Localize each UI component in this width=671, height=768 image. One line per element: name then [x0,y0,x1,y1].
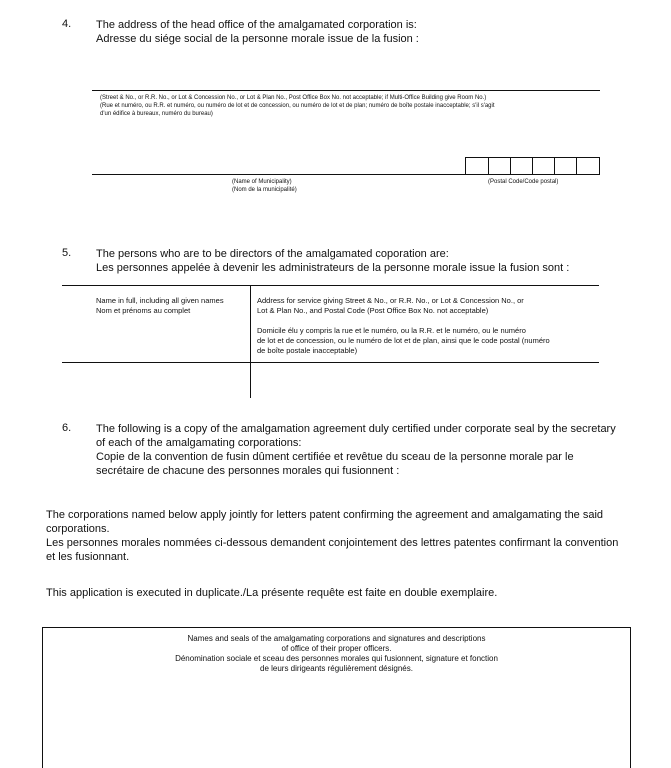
section-6-text-en-2: of each of the amalgamating corporations: [96,437,302,449]
director-address-cell[interactable] [252,363,598,397]
apply-statement-en-2: corporations. [46,523,110,535]
address-note-fr-2: d'un édifice à bureaux, numéro du bureau) [100,111,213,117]
apply-statement-en-1: The corporations named below apply jointly for letters patent confirming the agreement and amalgamating the said [46,509,604,521]
postal-code-divider [554,158,555,175]
address-note-fr-1: (Rue et numéro, ou R.R. et numéro, ou numéro de lot et de concession, ou numéro de lot et de plan; numéro de boîte postale inacceptable; s'il s'agit [100,103,495,109]
section-5-heading-fr: Les personnes appelée à devenir les administrateurs de la personne morale issue la fusion sont : [96,262,570,274]
directors-col-name-en: Name in full, including all given names [96,296,224,305]
duplicate-statement: This application is executed in duplicate./La présente requête est faite en double exemplaire. [46,587,498,599]
section-4-number: 4. [62,18,72,30]
section-6-text-fr-2: secrétaire de chacune des personnes morales qui fusionnent : [96,465,400,477]
section-6-text-en-1: The following is a copy of the amalgamation agreement duly certified under corporate seal by the secretary [96,423,616,435]
address-note-en: (Street & No., or R.R. No., or Lot & Concession No., or Lot & Plan No., Post Office Box No. not acceptable; if Multi-Office Building give Room No.) [100,95,487,101]
directors-col-address-en-2: Lot & Plan No., and Postal Code (Post Office Box No. not acceptable) [257,306,489,315]
signature-box-text-fr-2: de leurs dirigeants régulièrement désignés. [260,664,413,673]
section-4-heading-en: The address of the head office of the amalgamated corporation is: [96,19,417,31]
section-5-number: 5. [62,247,72,259]
director-name-cell[interactable] [63,363,249,397]
signature-box-text-en-1: Names and seals of the amalgamating corporations and signatures and descriptions [187,634,486,643]
municipality-label-fr: (Nom de la municipalité) [232,187,297,193]
section-4-heading-fr: Adresse du siége social de la personne morale issue de la fusion : [96,33,419,45]
postal-code-divider [576,158,577,175]
directors-col-name-fr: Nom et prénoms au complet [96,306,191,315]
directors-table-top-border [62,285,599,286]
section-6-number: 6. [62,422,72,434]
signature-box-text-fr-1: Dénomination sociale et sceau des personnes morales qui fusionnent, signature et fonction [175,654,498,663]
head-office-address-line[interactable] [92,90,600,91]
section-6-text-fr-1: Copie de la convention de fusin dûment certifiée et revêtue du sceau de la personne morale par le [96,451,574,463]
signature-box[interactable] [42,627,631,768]
apply-statement-fr-2: et les fusionnant. [46,551,130,563]
signature-box-text-en-2: of office of their proper officers. [281,644,392,653]
directors-col-address-fr-2: de lot et de concession, ou le numéro de lot et de plan, ainsi que le code postal (numéro [257,336,550,345]
directors-col-address-fr-1: Domicile élu y compris la rue et le numéro, ou la R.R. et le numéro, ou le numéro [257,326,526,335]
postal-code-divider [488,158,489,175]
directors-table-column-divider [250,285,251,398]
postal-code-boxes[interactable] [465,157,600,175]
section-5-heading-en: The persons who are to be directors of the amalgamated coporation are: [96,248,449,260]
directors-col-address-en-1: Address for service giving Street & No., or R.R. No., or Lot & Concession No., or [257,296,524,305]
postal-code-divider [532,158,533,175]
postal-code-label: (Postal Code/Code postal) [488,179,559,185]
apply-statement-fr-1: Les personnes morales nommées ci-dessous demandent conjointement des lettres patentes confirmant la convention [46,537,619,549]
municipality-label-en: (Name of Municipality) [232,179,292,185]
postal-code-divider [510,158,511,175]
directors-col-address-fr-3: de boîte postale inacceptable) [257,346,358,355]
